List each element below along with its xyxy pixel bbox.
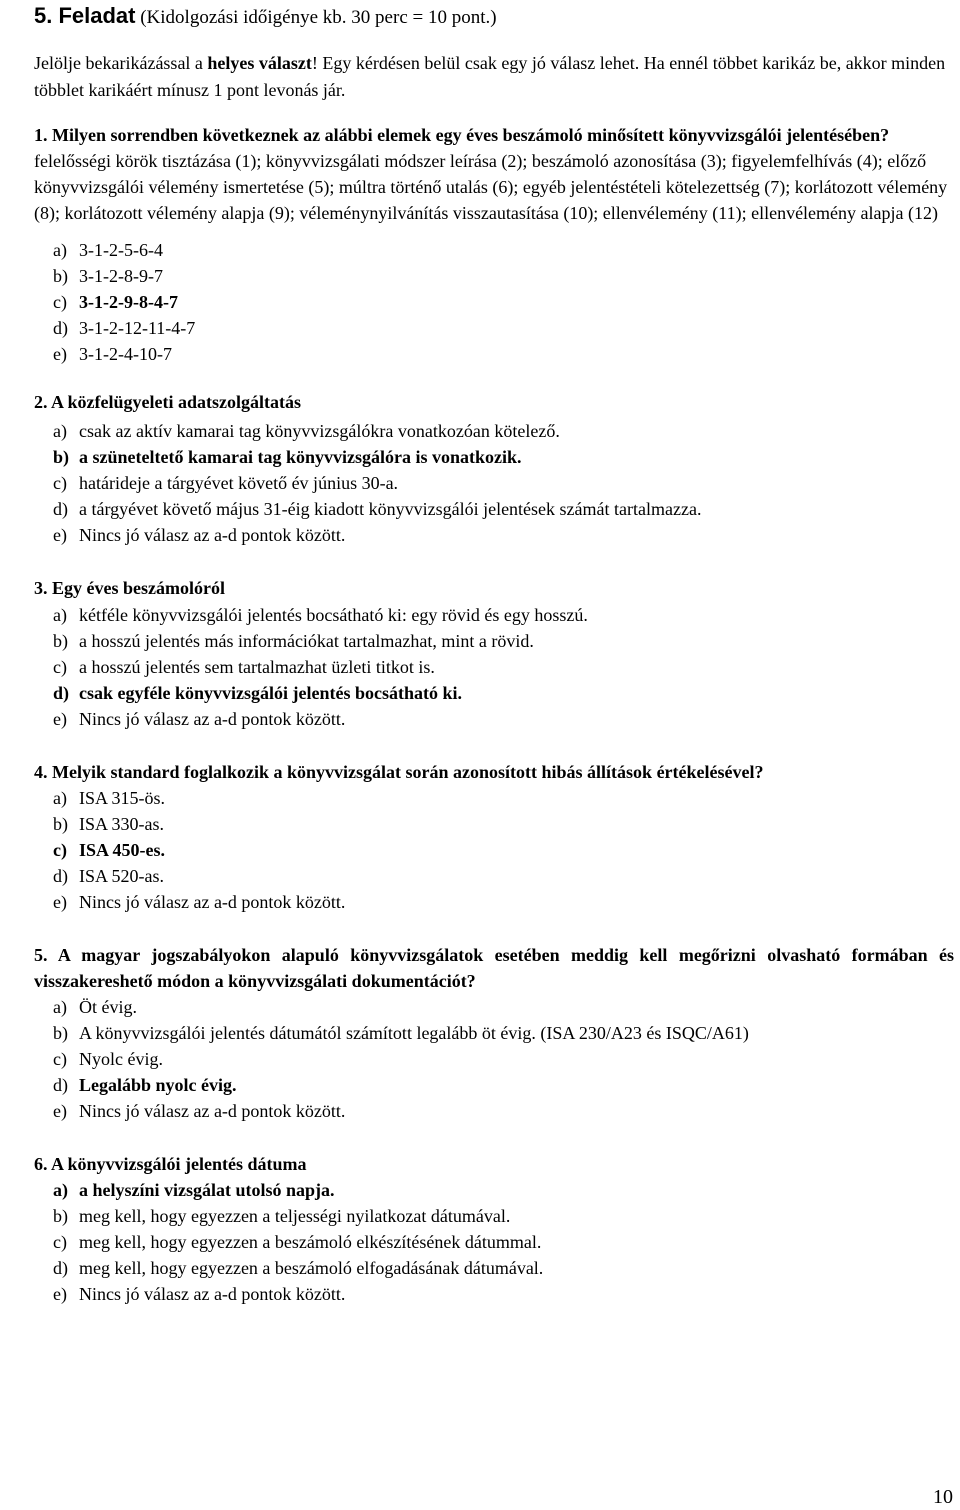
option-b[interactable]: b) A könyvvizsgálói jelentés dátumától számított legalább öt évig. (ISA 230/A23 és ISQC/A61)	[53, 1023, 749, 1043]
option-c-correct[interactable]: c) ISA 450-es.	[53, 840, 166, 860]
instructions-text-2: ! Egy kérdésen belül csak egy jó válasz lehet. Ha ennél többet karikáz be, akkor minden többlet karikáért mínusz 1 pont levonás jár.	[34, 53, 946, 100]
option-d-correct[interactable]: d) Legalább nyolc évig.	[53, 1075, 237, 1095]
page-number: 10	[933, 1486, 953, 1508]
option-a[interactable]: a) csak az aktív kamarai tag könyvvizsgálókra vonatkozóan kötelező.	[53, 421, 560, 441]
question-3	[34, 575, 956, 732]
option-d[interactable]: d) meg kell, hogy egyezzen a beszámoló elfogadásának dátumával.	[53, 1258, 544, 1278]
option-d[interactable]: d) a tárgyévet követő május 31-éig kiadott könyvvizsgálói jelentések számát tartalmazza.	[53, 499, 702, 519]
option-c-correct[interactable]: c) 3-1-2-9-8-4-7	[53, 292, 178, 312]
option-c[interactable]: c) határideje a tárgyévet követő év június 30-a.	[53, 473, 399, 493]
question-title: 3. Egy éves beszámolóról	[34, 578, 225, 598]
question-title: 5. A magyar jogszabályokon alapuló könyvvizsgálatok esetében meddig kell megőrizni olvasható formában és visszakereshető módon a könyvvizsgálati dokumentációt?	[34, 945, 954, 991]
option-e[interactable]: e) Nincs jó válasz az a-d pontok között.	[53, 1284, 346, 1304]
option-b[interactable]: b) 3-1-2-8-9-7	[53, 266, 163, 286]
question-body: felelősségi körök tisztázása (1); könyvvizsgálati módszer leírása (2); beszámoló azonosítása (3); figyelemfelhívás (4); előző könyvvizsgálói vélemény ismertetése (5); múltra történő utalás (6); egyéb jelentéstételi kötelezettség (7); korlátozott vélemény (8); korlátozott vélemény alapja (9); véleménynyilvánítás visszautasítása (10); ellenvélemény (11); ellenvélemény alapja (12)	[34, 151, 948, 223]
question-title: 6. A könyvvizsgálói jelentés dátuma	[34, 1154, 307, 1174]
options-list	[34, 785, 956, 915]
option-a[interactable]: a) kétféle könyvvizsgálói jelentés bocsátható ki: egy rövid és egy hosszú.	[53, 605, 588, 625]
option-b[interactable]: b) ISA 330-as.	[53, 814, 164, 834]
question-6	[34, 1151, 956, 1307]
option-a[interactable]: a) Öt évig.	[53, 997, 137, 1017]
task-title: 5. Feladat	[34, 3, 136, 28]
question-5	[34, 942, 956, 1124]
options-list	[34, 994, 956, 1124]
question-1	[34, 122, 956, 367]
option-a-correct[interactable]: a) a helyszíni vizsgálat utolsó napja.	[53, 1180, 335, 1200]
instructions	[34, 50, 956, 104]
option-b[interactable]: b) meg kell, hogy egyezzen a teljességi nyilatkozat dátumával.	[53, 1206, 511, 1226]
options-list	[34, 237, 956, 367]
option-d[interactable]: d) 3-1-2-12-11-4-7	[53, 318, 196, 338]
option-d[interactable]: d) ISA 520-as.	[53, 866, 164, 886]
options-list	[34, 418, 956, 548]
option-a[interactable]: a) 3-1-2-5-6-4	[53, 240, 163, 260]
option-c[interactable]: c) meg kell, hogy egyezzen a beszámoló elkészítésének dátummal.	[53, 1232, 542, 1252]
option-c[interactable]: c) Nyolc évig.	[53, 1049, 163, 1069]
instructions-text-1: Jelölje bekarikázással a	[34, 53, 208, 73]
question-title: 2. A közfelügyeleti adatszolgáltatás	[34, 392, 301, 412]
option-b[interactable]: b) a hosszú jelentés más információkat tartalmazhat, mint a rövid.	[53, 631, 534, 651]
option-d-correct[interactable]: d) csak egyféle könyvvizsgálói jelentés bocsátható ki.	[53, 683, 462, 703]
question-title: 1. Milyen sorrendben következnek az alábbi elemek egy éves beszámoló minősített könyvvizsgálói jelentésében?	[34, 125, 890, 145]
option-c[interactable]: c) a hosszú jelentés sem tartalmazhat üzleti titkot is.	[53, 657, 435, 677]
option-e[interactable]: e) Nincs jó válasz az a-d pontok között.	[53, 1101, 346, 1121]
task-time-note: (Kidolgozási időigénye kb. 30 perc = 10 pont.)	[135, 7, 497, 28]
task-header	[34, 2, 956, 32]
option-a[interactable]: a) ISA 315-ös.	[53, 788, 166, 808]
instructions-emphasis: helyes választ	[207, 53, 312, 73]
question-title: 4. Melyik standard foglalkozik a könyvvizsgálat során azonosított hibás állítások értékelésével?	[34, 762, 764, 782]
option-b-correct[interactable]: b) a szüneteltető kamarai tag könyvvizsgálóra is vonatkozik.	[53, 447, 522, 467]
options-list	[34, 1177, 956, 1307]
option-e[interactable]: e) 3-1-2-4-10-7	[53, 344, 172, 364]
option-e[interactable]: e) Nincs jó válasz az a-d pontok között.	[53, 892, 346, 912]
question-2	[34, 389, 956, 548]
option-e[interactable]: e) Nincs jó válasz az a-d pontok között.	[53, 525, 346, 545]
document-page	[34, 0, 956, 1307]
question-4	[34, 759, 956, 915]
option-e[interactable]: e) Nincs jó válasz az a-d pontok között.	[53, 709, 346, 729]
options-list	[34, 602, 956, 732]
